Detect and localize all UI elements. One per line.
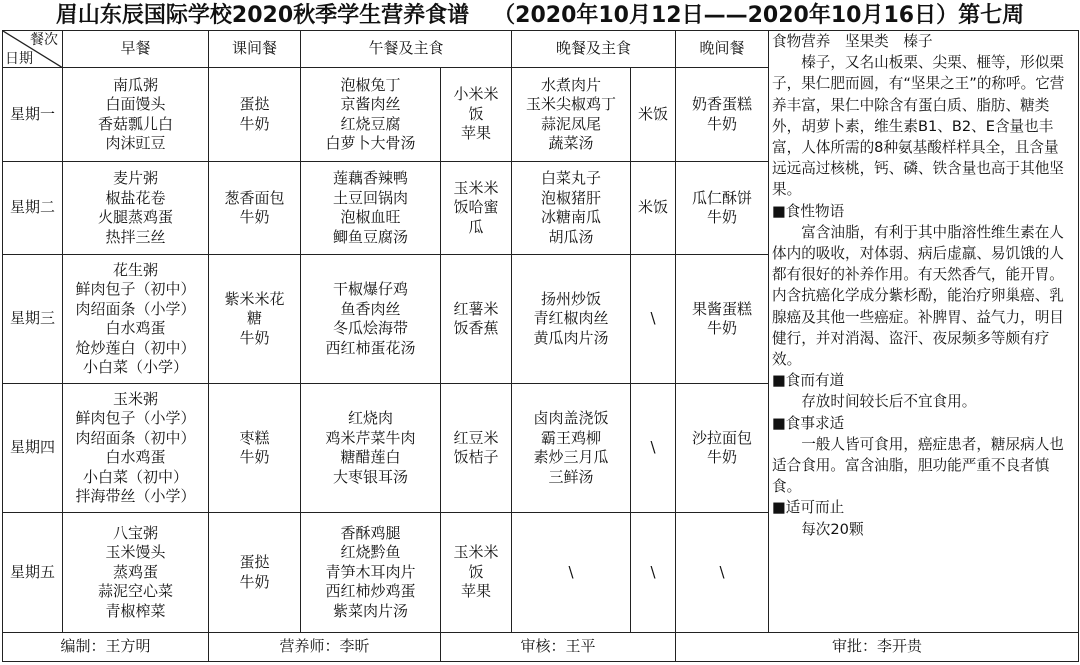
dish: 饭 bbox=[468, 104, 484, 123]
dish: 西红柿蛋花汤 bbox=[325, 338, 416, 357]
header-dinner: 晚餐及主食 bbox=[512, 31, 676, 68]
page-title bbox=[0, 0, 1080, 30]
dish: 蒸鸡蛋 bbox=[112, 562, 158, 581]
header-breakfast: 早餐 bbox=[63, 31, 209, 68]
breakfast-cell bbox=[63, 68, 209, 162]
reviewer-signature: 审核：王平 bbox=[441, 633, 676, 662]
menu-table bbox=[2, 30, 1079, 662]
dish: 白萝卜大骨汤 bbox=[325, 134, 416, 152]
dish: 小米米 bbox=[453, 85, 499, 104]
dinner-cell bbox=[512, 162, 631, 255]
dish: 玉米米 bbox=[453, 178, 499, 197]
dish: 肉绍面条（小学） bbox=[75, 299, 196, 318]
lunch-cell bbox=[301, 68, 441, 162]
dinner-staple-cell bbox=[631, 513, 676, 633]
section-title-food-nature: ■ 食性物语 bbox=[772, 201, 1072, 222]
snack-cell bbox=[209, 68, 301, 162]
section-title-suitability: ■ 食事求适 bbox=[772, 413, 1072, 434]
day-label: 星期五 bbox=[3, 513, 63, 633]
dish: 牛奶 bbox=[239, 448, 270, 466]
day-label: 星期二 bbox=[3, 162, 63, 255]
dish: 糖 bbox=[246, 309, 262, 328]
header-lunch: 午餐及主食 bbox=[301, 31, 512, 68]
empty-slash: \ bbox=[650, 309, 656, 328]
dish: 瓜仁酥饼 bbox=[691, 188, 752, 207]
header-night-snack: 晚间餐 bbox=[676, 31, 769, 68]
lunch-cell bbox=[301, 162, 441, 255]
snack-cell bbox=[209, 513, 301, 633]
lunch-cell bbox=[301, 513, 441, 633]
section-body-eating-method: 存放时间较长后不宜食用。 bbox=[801, 393, 977, 411]
dish: 椒盐花卷 bbox=[105, 188, 166, 207]
lunch-cell bbox=[301, 255, 441, 384]
section-body-moderation: 每次20颗 bbox=[801, 520, 864, 538]
dish: 卤肉盖浇饭 bbox=[533, 409, 609, 427]
dish: 蔬菜汤 bbox=[548, 134, 594, 152]
dish: 苹果 bbox=[460, 582, 491, 601]
section-body-suitability: 一般人皆可食用，癌症患者，糖尿病人也适合食用。富含油脂，胆功能严重不良者慎食。 bbox=[772, 435, 1064, 496]
dish: 沙拉面包 bbox=[691, 428, 752, 447]
dinner-staple-cell bbox=[631, 68, 676, 162]
dish: 水煮肉片 bbox=[540, 75, 601, 94]
title-main: 眉山东辰国际学校2020秋季学生营养食谱 bbox=[55, 3, 470, 28]
breakfast-cell bbox=[63, 513, 209, 633]
dish: 牛奶 bbox=[239, 328, 270, 347]
breakfast-cell bbox=[63, 162, 209, 255]
dish: 紫米米花 bbox=[224, 289, 285, 308]
snack-cell bbox=[209, 162, 301, 255]
night-snack-cell bbox=[676, 384, 769, 513]
dish: 香酥鸡腿 bbox=[340, 523, 401, 542]
dish: 八宝粥 bbox=[112, 523, 158, 542]
dish: 香菇瓢儿白 bbox=[97, 114, 173, 133]
dish: 青椒榨菜 bbox=[105, 601, 166, 620]
snack-cell bbox=[209, 384, 301, 513]
dish: 牛奶 bbox=[706, 114, 737, 133]
dish: 白水鸡蛋 bbox=[105, 448, 166, 466]
dish: 牛奶 bbox=[239, 208, 270, 226]
dish: 大枣银耳汤 bbox=[332, 467, 408, 486]
dish: 玉米尖椒鸡丁 bbox=[525, 95, 616, 113]
breakfast-cell bbox=[63, 255, 209, 384]
dish: 鸡米芹菜牛肉 bbox=[325, 428, 416, 447]
dish: 牛奶 bbox=[706, 208, 737, 226]
dish: 玉米馒头 bbox=[105, 543, 166, 562]
dish: 京酱肉丝 bbox=[340, 95, 401, 113]
dish: 炝炒莲白（初中） bbox=[75, 338, 196, 357]
dinner-cell bbox=[512, 68, 631, 162]
empty-slash: \ bbox=[650, 562, 656, 581]
lunch-staple-cell bbox=[441, 384, 512, 513]
dish: 白水鸡蛋 bbox=[105, 319, 166, 337]
empty-slash: \ bbox=[650, 438, 656, 457]
dish: 泡椒猪肝 bbox=[540, 188, 601, 207]
lunch-staple-cell bbox=[441, 162, 512, 255]
dish: 红烧豆腐 bbox=[340, 114, 401, 133]
dish: 红豆米 bbox=[453, 428, 499, 447]
dinner-cell bbox=[512, 513, 631, 633]
dish: 小白菜（初中） bbox=[82, 467, 188, 486]
dish: 土豆回锅肉 bbox=[332, 188, 408, 207]
dish: 蛋挞 bbox=[239, 95, 270, 113]
dish: 米饭 bbox=[637, 104, 668, 123]
header-corner bbox=[3, 31, 63, 68]
dish: 南瓜粥 bbox=[112, 75, 158, 94]
dish: 饭桔子 bbox=[453, 448, 499, 466]
dish: 红烧肉 bbox=[347, 409, 393, 427]
dish: 肉沫豇豆 bbox=[105, 134, 166, 152]
night-snack-cell bbox=[676, 162, 769, 255]
dish: 鲜肉包子（初中） bbox=[75, 280, 196, 298]
dish: 鱼香肉丝 bbox=[340, 299, 401, 318]
empty-slash: \ bbox=[719, 562, 725, 581]
dish: 霸王鸡柳 bbox=[540, 428, 601, 447]
dinner-staple-cell bbox=[631, 384, 676, 513]
dish: 果酱蛋糕 bbox=[691, 299, 752, 318]
approver-signature: 审批：李开贵 bbox=[676, 633, 1079, 662]
header-snack: 课间餐 bbox=[209, 31, 301, 68]
dish: 牛奶 bbox=[706, 448, 737, 466]
dish: 肉绍面条（初中） bbox=[75, 428, 196, 447]
lunch-staple-cell bbox=[441, 513, 512, 633]
dish: 泡椒血旺 bbox=[340, 208, 401, 226]
lunch-cell bbox=[301, 384, 441, 513]
title-date-range: （2020年10月12日——2020年10月16日）第七周 bbox=[493, 3, 1025, 28]
nutrition-intro: 榛子，又名山板栗、尖栗、榧等，形似栗子，果仁肥而圆，有“坚果之王”的称呼。它营养丰富，果仁中除含有蛋白质、脂肪、糖类外，胡萝卜素，维生素B1、B2、E含量也丰富，人体所需的8种氨基酸样样具全，且含量远远高过核桃，钙、磷、铁含量也高于其他坚果。 bbox=[772, 54, 1065, 199]
dish: 拌海带丝（小学） bbox=[75, 487, 196, 505]
dish: 鲜肉包子（小学） bbox=[75, 409, 196, 427]
lunch-staple-cell bbox=[441, 68, 512, 162]
dinner-cell bbox=[512, 384, 631, 513]
dish: 西红柿炒鸡蛋 bbox=[325, 582, 416, 601]
dish: 泡椒兔丁 bbox=[340, 75, 401, 94]
dish: 红烧黔鱼 bbox=[340, 543, 401, 562]
dish: 蒜泥空心菜 bbox=[97, 582, 173, 601]
night-snack-cell bbox=[676, 255, 769, 384]
dish: 胡瓜汤 bbox=[548, 227, 594, 246]
dish: 饭哈蜜 bbox=[453, 198, 499, 217]
dish: 花生粥 bbox=[112, 260, 158, 279]
header-row bbox=[3, 31, 1079, 68]
dish: 玉米米 bbox=[453, 543, 499, 562]
dish: 火腿蒸鸡蛋 bbox=[97, 208, 173, 226]
nutrition-heading: 食物营养 坚果类 榛子 bbox=[772, 33, 933, 50]
dish: 奶香蛋糕 bbox=[691, 95, 752, 113]
dish: 热拌三丝 bbox=[105, 227, 166, 246]
dish: 鲫鱼豆腐汤 bbox=[332, 227, 408, 246]
dish: 牛奶 bbox=[239, 114, 270, 133]
day-label: 星期一 bbox=[3, 68, 63, 162]
corner-meal-label: 餐次 bbox=[30, 32, 58, 48]
section-title-eating-method: ■ 食而有道 bbox=[772, 370, 1072, 391]
dish: 三鲜汤 bbox=[548, 467, 594, 486]
dish: 葱香面包 bbox=[224, 188, 285, 207]
section-body-food-nature: 富含油脂，有利于其中脂溶性维生素在人体内的吸收，对体弱、病后虚羸、易饥饿的人都有很好的补养作用。有天然香气，能开胃。内含抗癌化学成分紫杉酚，能治疗卵巢癌、乳腺癌及其他一些癌症。补脾胃、益气力，明目健行，并对消渴、盗汗、夜尿频多等颇有疗效。 bbox=[772, 223, 1064, 369]
dish: 扬州炒饭 bbox=[540, 289, 601, 308]
dish: 冬瓜烩海带 bbox=[332, 319, 408, 337]
dish: 白菜丸子 bbox=[540, 169, 601, 187]
dish: 糖醋莲白 bbox=[340, 448, 401, 466]
dish: 瓜 bbox=[468, 217, 484, 236]
compiler-signature: 编制：王方明 bbox=[3, 633, 209, 662]
dish: 青笋木耳肉片 bbox=[325, 562, 416, 581]
night-snack-cell bbox=[676, 68, 769, 162]
dish: 米饭 bbox=[637, 198, 668, 217]
dish: 牛奶 bbox=[239, 572, 270, 591]
dish: 蒜泥凤尾 bbox=[540, 114, 601, 133]
corner-date-label: 日期 bbox=[5, 51, 33, 67]
section-title-moderation: ■ 适可而止 bbox=[772, 497, 1072, 518]
dish: 黄瓜肉片汤 bbox=[533, 328, 609, 347]
dish: 牛奶 bbox=[706, 319, 737, 337]
dish: 青红椒肉丝 bbox=[533, 309, 609, 328]
lunch-staple-cell bbox=[441, 255, 512, 384]
dish: 素炒三月瓜 bbox=[533, 448, 609, 466]
dish: 苹果 bbox=[460, 124, 491, 143]
night-snack-cell bbox=[676, 513, 769, 633]
dinner-staple-cell bbox=[631, 255, 676, 384]
dish: 饭香蕉 bbox=[453, 319, 499, 337]
dish: 红薯米 bbox=[453, 299, 499, 318]
dish: 玉米粥 bbox=[112, 389, 158, 408]
dish: 莲藕香辣鸭 bbox=[332, 169, 408, 187]
dish: 干椒爆仔鸡 bbox=[332, 280, 408, 298]
breakfast-cell bbox=[63, 384, 209, 513]
dish: 白面馒头 bbox=[105, 95, 166, 113]
dish: 蛋挞 bbox=[239, 553, 270, 571]
dish: 枣糕 bbox=[239, 428, 270, 447]
nutritionist-signature: 营养师：李昕 bbox=[209, 633, 441, 662]
dish: 饭 bbox=[468, 562, 484, 581]
dish: 小白菜（小学） bbox=[82, 358, 188, 376]
dish: 紫菜肉片汤 bbox=[332, 601, 408, 620]
signature-row bbox=[3, 633, 1079, 662]
dish: 冰糖南瓜 bbox=[540, 208, 601, 226]
nutrition-panel bbox=[769, 31, 1079, 633]
day-label: 星期四 bbox=[3, 384, 63, 513]
snack-cell bbox=[209, 255, 301, 384]
day-label: 星期三 bbox=[3, 255, 63, 384]
dinner-staple-cell bbox=[631, 162, 676, 255]
empty-slash: \ bbox=[568, 562, 574, 581]
dish: 麦片粥 bbox=[112, 169, 158, 187]
dinner-cell bbox=[512, 255, 631, 384]
